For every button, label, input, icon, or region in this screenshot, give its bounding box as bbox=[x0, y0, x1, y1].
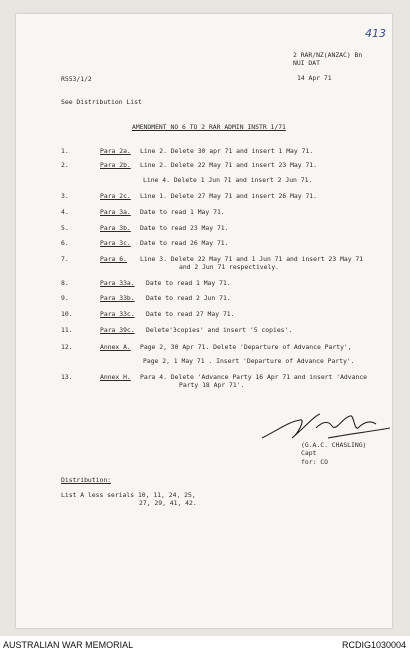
archive-footer bbox=[0, 636, 410, 653]
item-number: 5. bbox=[61, 224, 69, 232]
item-text-continuation: Party 18 Apr 71'. bbox=[179, 381, 245, 389]
signatory-name: (G.A.C. CHASLING) bbox=[301, 441, 367, 449]
item-number: 10. bbox=[61, 310, 73, 318]
item-text: Line 1. Delete 27 May 71 and insert 26 May 71. bbox=[140, 192, 317, 200]
item-text: Page 2, 30 Apr 71. Delete 'Departure of Advance Party', bbox=[140, 343, 352, 351]
item-number: 3. bbox=[61, 192, 69, 200]
item-reference: Para 39c. bbox=[100, 326, 135, 334]
item-number: 12. bbox=[61, 343, 73, 351]
signatory-rank: Capt bbox=[301, 449, 317, 457]
item-reference: Para 33b. bbox=[100, 294, 135, 302]
distribution-line-2: 27, 29, 41, 42. bbox=[139, 499, 197, 507]
item-reference: Annex A. bbox=[100, 343, 131, 351]
handwritten-page-number: 413 bbox=[365, 27, 386, 40]
item-reference: Para 33c. bbox=[100, 310, 135, 318]
footer-institution: AUSTRALIAN WAR MEMORIAL bbox=[3, 640, 134, 650]
signatory-for: for: CO bbox=[301, 458, 328, 466]
item-reference: Para 2b. bbox=[100, 161, 131, 169]
file-reference: R553/1/2 bbox=[61, 75, 92, 83]
item-number: 1. bbox=[61, 147, 69, 155]
item-reference: Para 3a. bbox=[100, 208, 131, 216]
see-distribution-list: See Distribution List bbox=[61, 98, 142, 106]
distribution-line-1: List A less serials 10, 11, 24, 25, bbox=[61, 491, 196, 499]
item-text: Page 2, 1 May 71 . Insert 'Departure of Advance Party'. bbox=[143, 357, 355, 365]
document-date: 14 Apr 71 bbox=[297, 74, 332, 82]
item-text: Para 4. Delete 'Advance Party 16 Apr 71 and insert 'Advance bbox=[140, 373, 368, 381]
item-number: 11. bbox=[61, 326, 73, 334]
item-text: Line 2. Delete 30 apr 71 and insert 1 May 71. bbox=[140, 147, 314, 155]
document-title: AMENDMENT NO 6 TO 2 RAR ADMIN INSTR 1/71 bbox=[132, 123, 286, 131]
item-text: Delete'3copies' and insert '5 copies'. bbox=[146, 326, 293, 334]
item-reference: Para 3c. bbox=[100, 239, 131, 247]
item-reference: Para 2c. bbox=[100, 192, 131, 200]
item-number: 13. bbox=[61, 373, 73, 381]
item-text: Date to read 23 May 71. bbox=[140, 224, 229, 232]
item-reference: Para 33a. bbox=[100, 279, 135, 287]
unit-name: 2 RAR/NZ(ANZAC) Bn bbox=[293, 51, 363, 59]
item-text: Line 3. Delete 22 May 71 and 1 Jun 71 and insert 23 May 71 bbox=[140, 255, 364, 263]
item-text-continuation: and 2 Jun 71 respectively. bbox=[179, 263, 280, 271]
item-reference: Para 3b. bbox=[100, 224, 131, 232]
distribution-heading: Distribution: bbox=[61, 476, 112, 484]
item-number: 8. bbox=[61, 279, 69, 287]
item-text: Line 2. Delete 22 May 71 and insert 23 May 71. bbox=[140, 161, 317, 169]
location: NUI DAT bbox=[293, 59, 320, 67]
item-reference: Annex H. bbox=[100, 373, 131, 381]
item-number: 2. bbox=[61, 161, 69, 169]
item-text: Date to read 2 Jun 71. bbox=[146, 294, 231, 302]
item-number: 9. bbox=[61, 294, 69, 302]
document-page bbox=[16, 14, 392, 628]
item-text: Line 4. Delete 1 Jun 71 and insert 2 Jun 71. bbox=[143, 176, 313, 184]
item-text: Date to read 26 May 71. bbox=[140, 239, 229, 247]
item-text: Date to read 1 May 71. bbox=[146, 279, 231, 287]
item-number: 4. bbox=[61, 208, 69, 216]
item-number: 7. bbox=[61, 255, 69, 263]
footer-record-id: RCDIG1030004 bbox=[341, 640, 406, 650]
item-text: Date to read 1 May 71. bbox=[140, 208, 225, 216]
item-text: Date to read 27 May 71. bbox=[146, 310, 235, 318]
item-reference: Para 2a. bbox=[100, 147, 131, 155]
item-reference: Para 6. bbox=[100, 255, 127, 263]
item-number: 6. bbox=[61, 239, 69, 247]
